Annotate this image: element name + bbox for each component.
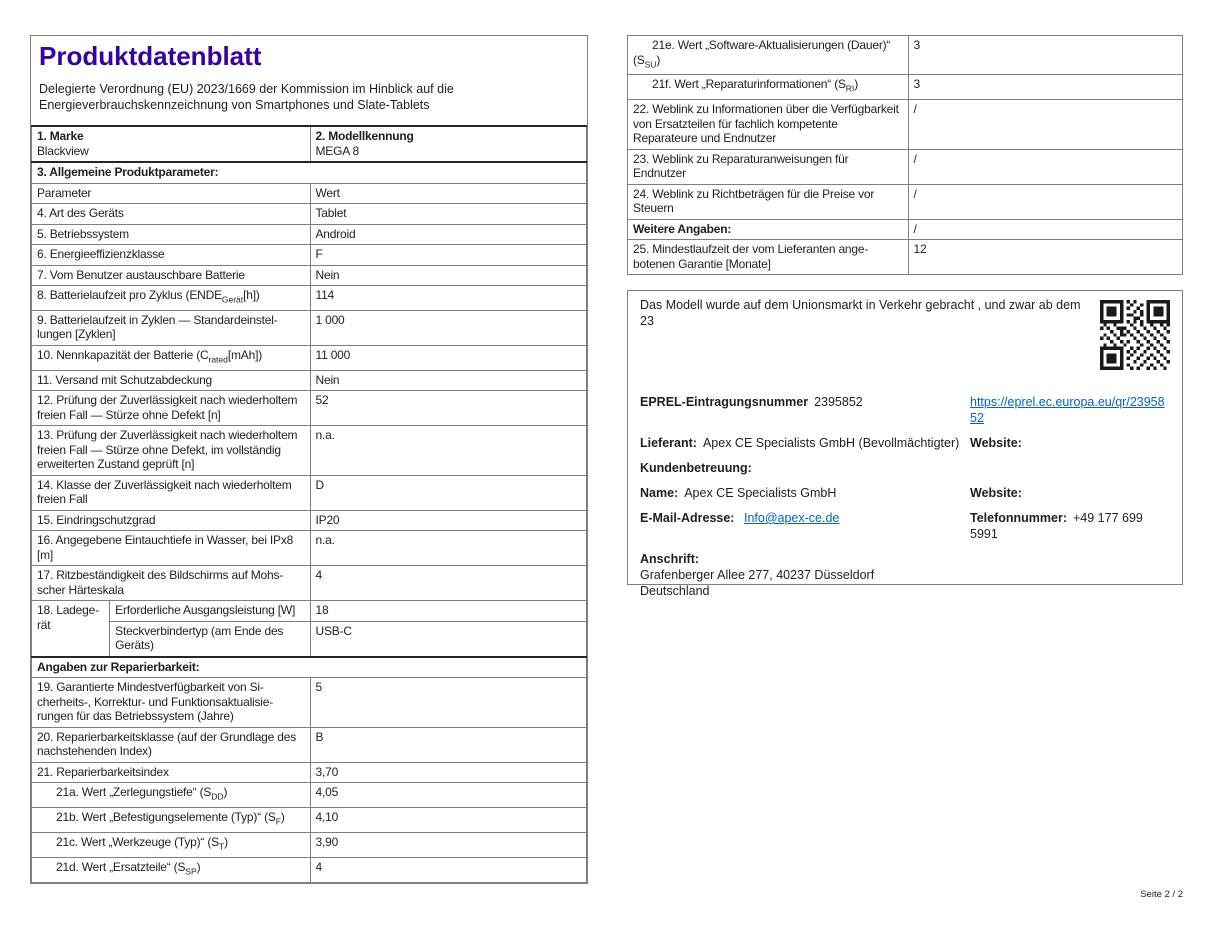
table-row xyxy=(32,310,587,345)
param-label: 4. Art des Geräts xyxy=(32,204,311,225)
table-row xyxy=(32,510,587,531)
left-panel xyxy=(30,35,588,884)
market-intro-row xyxy=(640,297,1170,385)
param-label: 21c. Wert „Werkzeuge (Typ)“ $(S_T)$ xyxy=(32,833,311,858)
general-parameters-table xyxy=(31,125,587,883)
eprel-link[interactable]: https://eprel.ec.europa.eu/qr/2395852 xyxy=(970,395,1165,425)
address-row xyxy=(640,551,1170,599)
param-label: 25. Mindestlaufzeit der vom Lieferanten angebotenen Garantie [Monate] xyxy=(628,240,909,275)
param-value: Nein xyxy=(310,265,587,286)
param-label: 21a. Wert „Zerlegungstiefe“ $(S_{DD})$ xyxy=(32,783,311,808)
phone-label: Telefonnummer: xyxy=(970,511,1067,525)
charger-label: 18. Ladegerät xyxy=(32,601,110,657)
table-row xyxy=(32,833,587,858)
param-label: 23. Weblink zu Reparaturanweisungen für Endnutzer xyxy=(628,149,909,184)
table-row xyxy=(32,678,587,728)
name-label: Name: xyxy=(640,486,679,500)
param-label: 12. Prüfung der Zuverlässigkeit nach wiederholtem freien Fall — Stürze ohne Defekt [n] xyxy=(32,391,311,426)
param-value: 3 xyxy=(908,36,1183,75)
param-value: IP20 xyxy=(310,510,587,531)
param-value: 52 xyxy=(310,391,587,426)
phone-cell xyxy=(970,510,1170,542)
param-label: Weitere Angaben: xyxy=(628,219,909,240)
panel-header xyxy=(31,36,587,125)
table-row xyxy=(32,727,587,762)
website-label: Website: xyxy=(970,436,1022,450)
param-label: 5. Betriebssystem xyxy=(32,224,311,245)
param-label: 21b. Wert „Befestigungselemente (Typ)“ $(S_F)$ xyxy=(32,808,311,833)
table-row xyxy=(628,75,1183,100)
email-link[interactable]: Info@apex-ce.de xyxy=(743,511,840,525)
charger-sub-value: USB-C xyxy=(310,621,587,657)
address-line-2: Deutschland xyxy=(640,584,710,598)
param-value: 4 xyxy=(310,857,587,882)
section-title: Angaben zur Reparierbarkeit: xyxy=(32,657,587,678)
table-row xyxy=(32,762,587,783)
repairability-table-wrap xyxy=(627,35,1183,275)
brand-value: Blackview xyxy=(37,143,89,158)
table-row xyxy=(32,286,587,311)
page-number: Seite 2 / 2 xyxy=(1140,889,1183,900)
param-value: Nein xyxy=(310,370,587,391)
repairability-table xyxy=(627,35,1183,275)
charger-sub-label: Erforderliche Ausgangsleistung [W] xyxy=(110,601,310,622)
param-value: 5 xyxy=(310,678,587,728)
column-header-wert: Wert xyxy=(310,183,587,204)
table-row xyxy=(628,219,1183,240)
charger-row-1 xyxy=(32,601,587,622)
param-value: / xyxy=(908,149,1183,184)
param-label: 17. Ritzbeständigkeit des Bildschirms auf Mohsscher Härteskala xyxy=(32,566,311,601)
page-title: Produktdatenblatt xyxy=(39,41,262,71)
param-label: 13. Prüfung der Zuverlässigkeit nach wiederholtem freien Fall — Stürze ohne Defekt, im vollständig erweiterten Zustand geprüft [n] xyxy=(32,426,311,476)
section-header-row xyxy=(32,657,587,678)
table-row xyxy=(628,36,1183,75)
table-row xyxy=(628,184,1183,219)
table-row xyxy=(32,345,587,370)
customer-care-label: Kundenbetreuung: xyxy=(640,461,752,475)
param-label: 22. Weblink zu Informationen über die Verfügbarkeit von Ersatzteilen für fachlich kompetente Reparateure und Endnutzer xyxy=(628,100,909,150)
param-value: 11 000 xyxy=(310,345,587,370)
table-row xyxy=(32,808,587,833)
param-label: 8. Batterielaufzeit pro Zyklus $(ENDE_{Gerät}[h])$ xyxy=(32,286,311,311)
param-label: 11. Versand mit Schutzabdeckung xyxy=(32,370,311,391)
table-row xyxy=(32,426,587,476)
table-row xyxy=(628,240,1183,275)
param-value: Tablet xyxy=(310,204,587,225)
param-label: 19. Garantierte Mindestverfügbarkeit von Sicherheits-, Korrektur- und Funktionsaktualisierungen für das Betriebssystem (Jahre) xyxy=(32,678,311,728)
param-value: Android xyxy=(310,224,587,245)
email-label: E-Mail-Adresse: xyxy=(640,511,735,525)
charger-row-2 xyxy=(32,621,587,657)
param-label: 7. Vom Benutzer austauschbare Batterie xyxy=(32,265,311,286)
param-label: 15. Eindringschutzgrad xyxy=(32,510,311,531)
table-row xyxy=(32,857,587,882)
brand-cell xyxy=(32,126,311,162)
param-label: 21f. Wert „Reparaturinformationen“ $(S_{RI})$ xyxy=(628,75,909,100)
table-row xyxy=(32,204,587,225)
param-value: D xyxy=(310,475,587,510)
param-value: 12 xyxy=(908,240,1183,275)
param-label: 14. Klasse der Zuverlässigkeit nach wiederholtem freien Fall xyxy=(32,475,311,510)
table-row xyxy=(32,265,587,286)
name-row xyxy=(640,485,1170,501)
param-value: / xyxy=(908,219,1183,240)
charger-sub-value: 18 xyxy=(310,601,587,622)
table-row xyxy=(628,149,1183,184)
address-cell xyxy=(640,551,970,599)
section-header-row xyxy=(32,162,587,183)
param-value: 4,10 xyxy=(310,808,587,833)
customer-care-row xyxy=(640,460,1170,476)
param-value: 3,70 xyxy=(310,762,587,783)
table-row xyxy=(32,391,587,426)
table-row xyxy=(628,100,1183,150)
page-subtitle: Delegierte Verordnung (EU) 2023/1669 der Kommission im Hinblick auf die Energieverbrauchskennzeichnung von Smartphones und Slate-Tablets xyxy=(39,82,454,112)
charger-sub-label: Steckverbindertyp (am Ende des Geräts) xyxy=(110,621,310,657)
param-value: n.a. xyxy=(310,531,587,566)
param-label: 21e. Wert „Software-Aktualisierungen (Dauer)“ $(S_{SU})$ xyxy=(628,36,909,75)
param-value: 1 000 xyxy=(310,310,587,345)
param-value: F xyxy=(310,245,587,266)
param-label: 20. Reparierbarkeitsklasse (auf der Grundlage des nachstehenden Index) xyxy=(32,727,311,762)
param-value: 3,90 xyxy=(310,833,587,858)
brand-model-row xyxy=(32,126,587,162)
supplier-cell xyxy=(640,435,970,451)
market-intro-text: Das Modell wurde auf dem Unionsmarkt in Verkehr gebracht , und zwar ab dem 23 xyxy=(640,298,1081,328)
eprel-row xyxy=(640,394,1170,426)
table-row xyxy=(32,783,587,808)
table-row xyxy=(32,245,587,266)
email-row xyxy=(640,510,1170,542)
param-label: 21d. Wert „Ersatzteile“ $(S_{SP})$ xyxy=(32,857,311,882)
param-value: 114 xyxy=(310,286,587,311)
param-label: 24. Weblink zu Richtbeträgen für die Preise vor Steuern xyxy=(628,184,909,219)
name-value: Apex CE Specialists GmbH xyxy=(684,486,837,500)
param-value: B xyxy=(310,727,587,762)
param-value: 4,05 xyxy=(310,783,587,808)
param-label: 10. Nennkapazität der Batterie $(C_{rated}[mAh])$ xyxy=(32,345,311,370)
param-value: 3 xyxy=(908,75,1183,100)
email-cell xyxy=(640,510,970,526)
param-label: 6. Energieeffizienzklasse xyxy=(32,245,311,266)
eprel-label: EPREL-Eintragungsnummer xyxy=(640,395,809,409)
table-row xyxy=(32,475,587,510)
website-label: Website: xyxy=(970,486,1022,500)
table-row xyxy=(32,224,587,245)
param-label: 21. Reparierbarkeitsindex xyxy=(32,762,311,783)
eprel-number: 2395852 xyxy=(814,395,863,409)
param-label: 16. Angegebene Eintauchtiefe in Wasser, bei IPx8 [m] xyxy=(32,531,311,566)
address-line-1: Grafenberger Allee 277, 40237 Düsseldorf xyxy=(640,568,875,582)
phone-value: +49 177 699 5991 xyxy=(970,511,1143,541)
model-label: 2. Modellkennung xyxy=(315,129,414,143)
table-row xyxy=(32,370,587,391)
model-value: MEGA 8 xyxy=(315,143,359,158)
model-cell xyxy=(310,126,587,162)
param-value: / xyxy=(908,100,1183,150)
param-value: n.a. xyxy=(310,426,587,476)
eprel-cell xyxy=(640,394,970,410)
column-header-row xyxy=(32,183,587,204)
column-header-parameter: Parameter xyxy=(32,183,311,204)
section-title: 3. Allgemeine Produktparameter: xyxy=(32,162,587,183)
qr-code-icon xyxy=(1100,300,1170,370)
supplier-info-box xyxy=(627,290,1183,598)
supplier-value: Apex CE Specialists GmbH (Bevollmächtigter) xyxy=(702,436,960,450)
param-value: 4 xyxy=(310,566,587,601)
name-cell xyxy=(640,485,970,501)
supplier-row xyxy=(640,435,1170,451)
table-row xyxy=(32,531,587,566)
param-value: / xyxy=(908,184,1183,219)
supplier-label: Lieferant: xyxy=(640,436,697,450)
address-label: Anschrift: xyxy=(640,552,700,566)
brand-label: 1. Marke xyxy=(37,129,84,143)
param-label: 9. Batterielaufzeit in Zyklen — Standardeinstellungen [Zyklen] xyxy=(32,310,311,345)
table-row xyxy=(32,566,587,601)
